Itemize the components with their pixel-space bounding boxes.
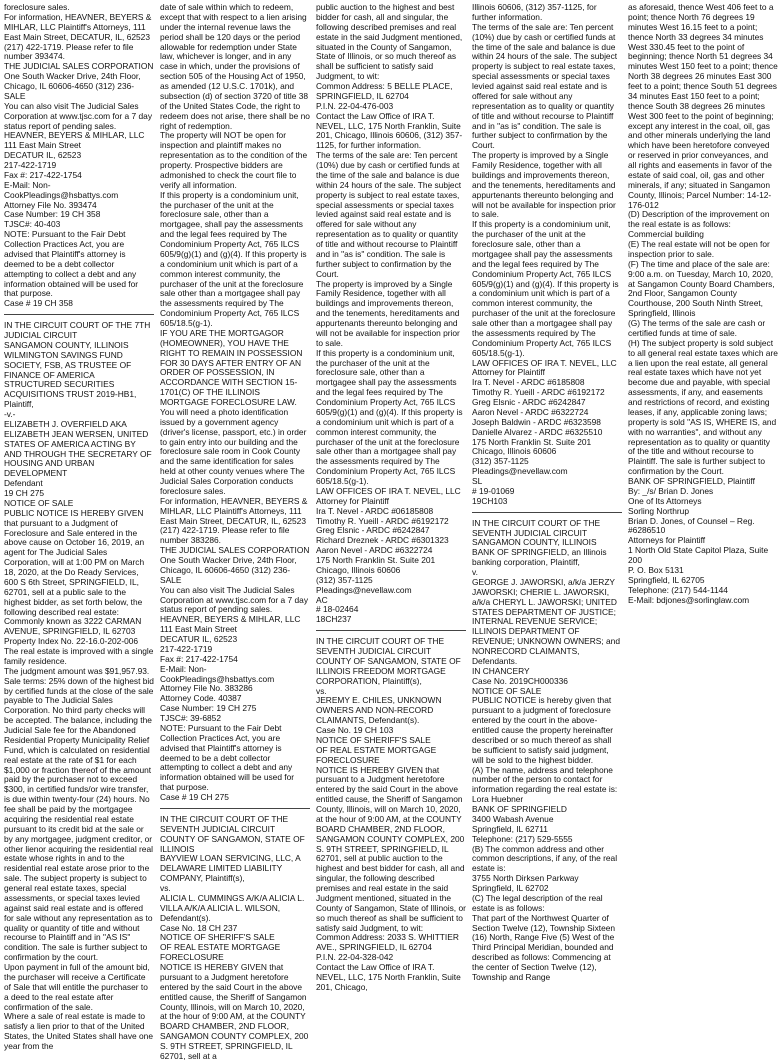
notice-paragraph: P. O. Box 5131 [628,564,684,575]
notice-paragraph: E-Mail: Non-CookPleadings@hsbattys.com [160,663,275,684]
notice-paragraph: (312) 357-1125 [472,456,529,467]
notice-paragraph: # 18-02464 [316,604,359,615]
notice-paragraph: ELIZABETH J. OVERFIELD AKA ELIZABETH JEAN WERSEN, UNITED STATES OF AMERICA ACTING BY AND THROUGH THE SECRETARY OF HOUSING AND URBAN DEVELOPMENT [4,418,154,479]
notice-paragraph: The property is improved by a Single Family Residence, together with all buildings and improvements thereon, and the tenements, hereditaments and appurtenants thereunto belonging and will not be available for inspection prior to sale. [316,278,463,348]
notice-paragraph: IF YOU ARE THE MORTGAGOR (HOMEOWNER), YOU HAVE THE RIGHT TO REMAIN IN POSSESSION FOR 30 DAYS AFTER ENTRY OF AN ORDER OF POSSESSION, IN ACCORDANCE WITH SECTION 15-1701(C) OF THE ILLINOIS MORTGAGE FORECLOSURE LAW. [160,327,305,407]
notice-paragraph: DECATUR IL, 62523 [4,150,82,161]
notice-paragraph: Attorney for Plaintiff [472,367,545,378]
notice-divider [160,808,310,809]
notice-paragraph: Commonly known as 3222 CARMAN AVENUE, SPRINGFIELD, IL 62703 [4,616,144,637]
notice-paragraph: AC [316,594,328,605]
notice-paragraph: The terms of the sale are: Ten percent (10%) due by cash or certified funds at the time of the sale and balance is due within 24 hours of the sale. The subject property is subject to real estate taxes, special assessments or special taxes levied against said real estate and is offered for sale without any representation as to quality or quantity of title and without recourse to Plaintiff and in "as is" condition. The sale is further subject to confirmation by the Court. [316,150,464,279]
notice-paragraph: Lora Huebner [472,794,524,805]
notice-paragraph: 19CH103 [472,495,508,506]
notice-paragraph: The terms of the sale are: Ten percent (10%) due by cash or certified funds at the time of the sale and balance is due within 24 hours of the sale. The subject property is subject to real estate taxes, special assessments or special taxes levied against said real estate and is offered for sale without any representation as to quality or quantity of title and without recourse to Plaintiff and in "as is" condition. The sale is further subject to confirmation by the Court. [472,21,620,151]
notice-paragraph: # 19-01069 [472,485,515,496]
notice-paragraph: The real estate is improved with a single family residence. [4,646,156,666]
notice-paragraph: Upon payment in full of the amount bid, the purchaser will receive a Certificate of Sale that will entitle the purchaser to a deed to the real estate after confirmation of the sale. [4,962,153,1012]
notice-paragraph: Aaron Nevel - ARDC #6322724 [316,545,433,556]
notice-paragraph: Common Address: 5 BELLE PLACE, SPRINGFIELD, IL 62704 [316,81,455,101]
notice-paragraph: Case No. 18 CH 237 [160,922,238,933]
notice-paragraph: (D) Description of the improvement on the real estate is as follows: [628,209,772,230]
notice-paragraph: date of sale within which to redeem, except that with respect to a lien arising under the internal revenue laws the period shall be 120 days or the period allowable for redemption under State law, whichever is longer, and in any case in which, under the provisions of section 505 of the Housing Act of 1950, as amended (12 U.S.C. 1701k), and subsection (d) of section 3720 of title 38 of the United States Code, the right to redeem does not arise, there shall be no right of redemption. [160,2,313,131]
notice-paragraph: Pleadings@nevellaw.com [472,466,568,477]
notice-paragraph: One South Wacker Drive, 24th Floor, Chicago, IL 60606-4650 (312) 236-SALE [160,555,299,585]
notice-paragraph: Danielle Alvarez - ARDC #6325510 [472,426,603,437]
notice-paragraph: HEAVNER, BEYERS & MIHLAR, LLC [4,130,145,141]
notice-paragraph: Springfield, IL 62705 [628,574,705,585]
notice-paragraph: Case Number: 19 CH 275 [160,703,257,714]
notice-paragraph: One of Its Attorneys [628,495,702,506]
legal-notice [472,519,622,983]
notice-paragraph: If this property is a condominium unit, the purchaser of the unit at the foreclosure sale, other than a mortgagee, shall pay the assessments and the legal fees required by The Condominium Property Act, 765 ILCS 605/9(g)(1) and (g)(4). If this property is a condominium unit which is part of a common interest community, the purchaser of the unit at the foreclosure sale other than a mortgagee shall pay the assessments required by The Condominium Property Act, 765 ILCS 605/18.5(g-1). [160,189,309,328]
notice-paragraph: JEREMY E. CHILES, UNKNOWN OWNERS AND NON-RECORD CLAIMANTS, Defendant(s). [316,695,444,726]
notice-column-4 [472,2,623,982]
notice-paragraph: THE JUDICIAL SALES CORPORATION [4,61,154,72]
notice-paragraph: (F) The time and place of the sale are: 9:00 a.m. on Tuesday, March 10, 2020, at Sangamon County Board Chambers, 2nd Floor, Sangamon County Courthouse, 200 South Ninth Street, Springfield, Illinois [628,258,777,319]
legal-notice [316,636,469,993]
notice-column-2 [160,2,313,1061]
notice-paragraph: You will need a photo identification issued by a government agency (driver's license, passport, etc.) in order to gain entry into our building and the foreclosure sale room in Cook County and the same identification for sales held at other county venues where The Judicial Sales Corporation conducts foreclosure sales. [160,406,309,496]
notice-paragraph: SL [472,476,483,486]
notice-paragraph: Fax #: 217-422-1754 [4,169,82,180]
notice-paragraph: P.I.N. 22-04-328-042 [316,952,394,963]
notice-paragraph: Greg Elsnic - ARDC #6242847 [316,525,430,536]
notice-paragraph: COUNTY OF SANGAMON, STATE OF ILLINOIS FREEDOM MORTGAGE CORPORATION, Plaintiff(s), [316,655,464,686]
notice-paragraph: Brian D. Jones, of Counsel – Reg. #6286510 [628,515,757,536]
notice-paragraph: Sorling Northrup [628,505,689,516]
notice-paragraph: The property will NOT be open for inspection and plaintiff makes no representation as to the condition of the property. Prospective bidders are admonished to check the court file to verify all information. [160,130,310,190]
notice-divider [472,512,622,513]
notice-paragraph: NOTE: Pursuant to the Fair Debt Collection Practices Act, you are advised that Plaintiff's attorney is deemed to be a debt collector attempting to collect a debt and any information obtained will be used for that purpose. [160,722,297,793]
notice-paragraph: 18CH237 [316,614,352,625]
notice-paragraph: Greg Elsnic - ARDC #6242847 [472,397,586,407]
notice-paragraph: BANK OF SPRINGFIELD, Plaintiff [628,476,755,486]
notice-paragraph: GEORGE J. JAWORSKI, a/k/a JERZY JAWORSKI; CHERIE L. JAWORSKI, a/k/a CHERYL L. JAWORSKI; UNITED STATES DEPARTMENT OF JUSTICE; [472,576,620,617]
notice-paragraph: vs. [316,685,327,696]
notice-paragraph: COUNTY OF SANGAMON, STATE OF ILLINOIS [160,833,308,854]
notice-paragraph: Commercial building [628,229,704,240]
notice-paragraph: Case No. 19 CH 103 [316,725,394,735]
notice-paragraph: The property is improved by a Single Family Residence, together with all buildings and improvements thereon, and the tenements, hereditaments and appurtenants thereunto belonging and will not be available for inspection prior to sale. [472,150,619,220]
notice-paragraph: Aaron Nevel - ARDC #6322724 [472,406,589,417]
notice-divider [4,314,154,315]
notice-paragraph: WILMINGTON SAVINGS FUND SOCIETY, FSB, AS TRUSTEE OF FINANCE OF AMERICA STRUCTURED SECURITIES ACQUISITIONS TRUST 2019-HB1, Plaintiff, [4,349,139,410]
notice-paragraph: (312) 357-1125 [316,574,373,585]
notice-paragraph: Case # 19 CH 275 [160,792,229,802]
notice-paragraph: SANGAMON COUNTY, ILLINOIS [472,537,597,548]
notice-paragraph: LAW OFFICES OF IRA T. NEVEL, LLC [472,357,617,368]
legal-notice [4,3,154,309]
notice-paragraph: as aforesaid, thence West 406 feet to a point; thence North 76 degrees 19 minutes West 16.15 feet to a point; thence North 33 degrees 34 minutes West 330.45 feet to the point of beginning; thence North 51 degrees 34 minutes West 150 feet to a point; thence North 38 degrees 26 minutes East 300 feet to a point; thence South 51 degrees 34 minutes East 150 feet to a point; thence South 38 degrees 26 minutes West 300 feet to the point of beginning; except any interest in the coal, oil, gas and other minerals underlying the land which have been heretofore conveyed or reserved in prior conveyances, and all rights and easements in favor of the estate of said coal, oil, gas and other minerals, if any; situated in Sangamon County, Illinois; Parcel Number: 14-12-176-012 [628,2,780,210]
notice-paragraph: Fax #: 217-422-1754 [160,653,238,664]
notice-paragraph: Case # 19 CH 358 [4,298,73,309]
notice-paragraph: NOTICE OF SHERIFF'S SALE [316,734,431,745]
notice-paragraph: NOTICE OF SHERIFF'S SALE [160,932,275,943]
notice-paragraph: Telephone: (217) 529-5555 [472,833,573,844]
notice-paragraph: (B) The common address and other common descriptions, if any, of the real estate is: [472,843,620,874]
notice-paragraph: Attorney for Plaintiff [316,495,389,506]
notice-paragraph: Attorney File No. 383286 [160,683,253,694]
notice-paragraph: INTERNAL REVENUE SERVICE; ILLINOIS DEPARTMENT OF REVENUE; UNKNOWN OWNERS; and NONRECORD CLAIMANTS, Defendants. [472,616,623,666]
notice-paragraph: Case Number: 19 CH 358 [4,209,101,220]
notice-paragraph: E-Mail: bdjones@sorlinglaw.com [628,594,750,605]
notice-paragraph: Timothy R. Yueill - ARDC #6192172 [472,387,605,398]
notice-paragraph: Timothy R. Yueill - ARDC #6192172 [316,515,449,526]
notice-paragraph: IN THE CIRCUIT COURT OF THE 7TH JUDICIAL CIRCUIT [4,320,153,340]
notice-paragraph: PUBLIC NOTICE is hereby given that pursuant to a judgment of foreclosure entered by the court in the above-entitled cause the property hereinafter described or so much thereof as shall be sufficient to satisfy said judgment, will be sold to the highest bidder. [472,695,616,765]
notice-paragraph: (H) The subject property is sold subject to all general real estate taxes which are a lien upon the real estate, all general real estate taxes which have not yet become due and payable, with special assessments, if any, and easements and restrictions of record, and existing leases, if any, applicable zoning laws; property is sold "AS IS, WHERE IS, and with no warranties", and without any representation as to quality or quantity of the title and without recourse to Plaintiff. The sale is further subject to confirmation by the Court. [628,337,778,477]
notice-paragraph: 19 CH 275 [4,488,45,498]
notice-paragraph: Chicago, Illinois 60606 [472,446,557,457]
notice-paragraph: ALICIA L. CUMMINGS A/K/A ALICIA L. VILLA A/K/A ALICIA L. WILSON, Defendant(s). [160,892,307,923]
notice-paragraph: OF REAL ESTATE MORTGAGE FORECLOSURE [160,942,283,963]
notice-paragraph: v. [472,567,478,577]
notice-paragraph: NOTICE IS HEREBY GIVEN that pursuant to a Judgment heretofore entered by the said Court in the above entitled cause, the Sheriff of Sangamon County, Illinois, will on March 10, 2020, at the hour of 9:00 AM, at the COUNTY BOARD CHAMBER, 2ND FLOOR, SANGAMON COUNTY COMPLEX, 200 S. 9TH STREET, SPRINGFIELD, IL 62701, sell at a [160,962,311,1061]
notice-paragraph: THE JUDICIAL SALES CORPORATION [160,545,310,556]
notice-divider [316,630,466,631]
notice-paragraph: (C) The legal description of the real estate is as follows: [472,892,605,913]
notice-paragraph: DECATUR IL, 62523 [160,634,238,644]
notice-paragraph: By: _/s/ Brian D. Jones [628,485,714,496]
notice-paragraph: Ira T. Nevel - ARDC #6185808 [472,377,585,388]
legal-notice [316,3,466,625]
notice-paragraph: -v.- [4,409,16,419]
notice-paragraph: Springfield, IL 62711 [472,823,548,834]
legal-notice [472,3,622,507]
notice-paragraph: For information, HEAVNER, BEYERS & MIHLAR, LLC Plaintiff's Attorneys, 111 East Main Street, DECATUR, IL, 62523 (217) 422-1719. Please refer to file number 393474. [4,11,154,62]
notice-paragraph: For information, HEAVNER, BEYERS & MIHLAR, LLC Plaintiff's Attorneys, 111 East Main Street, DECATUR, IL, 62523 (217) 422-1719. Please refer to file number 383286. [160,495,310,546]
notice-paragraph: SANGAMON COUNTY, ILLINOIS [4,339,129,350]
notice-column-5 [628,3,778,950]
notice-paragraph: Contact the Law Office of IRA T. NEVEL, LLC, 175 North Franklin, Suite 201, Chicago, [316,962,464,992]
notice-paragraph: Springfield, IL 62702 [472,883,549,893]
notice-paragraph: (E) The real estate will not be open for inspection prior to sale. [628,239,773,259]
notice-paragraph: IN CHANCERY [472,665,530,676]
notice-paragraph: E-Mail: Non-CookPleadings@hsbattys.com [4,179,119,200]
notice-paragraph: Case No. 2019CH000336 [472,675,568,686]
notice-column-1 [4,2,157,1051]
notice-paragraph: NOTICE OF SALE [472,685,542,696]
notice-paragraph: 1 North Old State Capitol Plaza, Suite 200 [628,545,771,565]
notice-paragraph: Attorney File No. 393474 [4,199,97,210]
notice-paragraph: 111 East Main Street [4,140,81,151]
notice-paragraph: NOTE: Pursuant to the Fair Debt Collection Practices Act, you are advised that Plaintiff's attorney is deemed to be a debt collector attempting to collect a debt and any information obtained will be used for that purpose. [4,229,141,299]
notice-paragraph: You can also visit The Judicial Sales Corporation at www.tjsc.com for a 7 day status report of pending sales. [160,584,311,615]
notice-paragraph: (G) The terms of the sale are cash or certified funds at time of sale. [628,318,768,338]
legal-notice [160,815,310,1062]
notice-paragraph: IN THE CIRCUIT COURT OF THE SEVENTH JUDICIAL CIRCUIT [160,813,291,834]
notice-paragraph: HEAVNER, BEYERS & MIHLAR, LLC [160,614,301,625]
legal-notice [628,3,778,605]
notice-paragraph: The judgment amount was $91,957.93. [4,665,150,676]
notice-paragraph: 3755 North Dirksen Parkway [472,873,579,884]
notice-paragraph: Pleadings@nevellaw.com [316,584,412,595]
notice-paragraph: OF REAL ESTATE MORTGAGE FORECLOSURE [316,744,439,765]
notice-paragraph: BANK OF SPRINGFIELD, an Illinois banking corporation, Plaintiff, [472,547,609,568]
notice-paragraph: 175 North Franklin St. Suite 201 [472,436,592,447]
notice-paragraph: Illinois 60606, (312) 357-1125, for further information. [472,2,599,22]
notice-paragraph: Where a sale of real estate is made to satisfy a lien prior to that of the United States, the United States shall have one year from the [4,1011,156,1051]
notice-paragraph: NOTICE OF SALE [4,497,74,508]
notice-paragraph: Sale terms: 25% down of the highest bid by certified funds at the close of the sale payable to The Judicial Sales Corporation. No third party checks will be accepted. The balance, including the Judicial Sale fee for the Abandoned Residential Property Municipality Relief Fund, which is calculated on residential real estate at the rate of $1 for each $1,000 or fraction thereof of the amount paid by the purchaser not to exceed $300, in certified funds/or wire transfer, is due within twenty-four (24) hours. No fee shall be paid by the mortgagee acquiring the residential real estate pursuant to its credit bid at the sale or by any mortgagee, judgment creditor, or other lienor acquiring the residential real estate whose rights in and to the residential real estate arose prior to the sale. The subject property is subject to general real estate taxes, special assessments, or special taxes levied against said real estate and is offered for sale without any representation as to quality or quantity of title and without recourse to Plaintiff and in "AS IS" condition. The sale is further subject to confirmation by the court. [4,675,157,963]
notice-paragraph: public auction to the highest and best bidder for cash, all and singular, the following described premises and real estate in the said Judgment mentioned, situated in the County of Sangamon, State of Illinois, or so much thereof as shall be sufficient to satisfy said Judgment, to wit: [316,2,465,82]
notice-paragraph: NOTICE IS HEREBY GIVEN that pursuant to a Judgment heretofore entered by the said Court in the above entitled cause, the Sheriff of Sangamon County, Illinois, will on March 10, 2020, at the hour of 9:00 AM, at the COUNTY BOARD CHAMBER, 2ND FLOOR, SANGAMON COUNTY COMPLEX, 200 S. 9TH STREET, SPRINGFIELD, IL 62701, sell at public auction to the highest and best bidder for cash, all and singular, the following described premises and real estate in the said Judgment mentioned, situated in the County of Sangamon, State of Illinois, or so much thereof as shall be sufficient to satisfy said Judgment, to wit: [316,764,469,933]
notice-paragraph: TJSC#: 39-6852 [160,713,221,723]
notice-paragraph: If this property is a condominium unit, the purchaser of the unit at the foreclosure sale, other than a mortgagee shall pay the assessments and the legal fees required by The Condominium Property Act, 765 ILCS 605/9(g)(1) and (g)(4). If this property is a condominium unit which is part of a common interest community, the purchaser of the unit at the foreclosure sale other than a mortgagee shall pay the assessments required by The Condominium Property Act, 765 ILCS 605/18.5(g-1). [472,219,621,358]
legal-notice [160,2,313,803]
notice-paragraph: vs. [160,883,171,893]
notice-paragraph: foreclosure sales. [4,2,70,12]
notice-paragraph: 3400 Wabash Avenue [472,813,554,824]
notice-paragraph: IN THE CIRCUIT COURT OF THE SEVENTH JUDICIAL CIRCUIT [316,636,447,656]
notice-paragraph: (A) The name, address and telephone number of the person to contact for information regarding the real estate is: [472,764,618,795]
notice-paragraph: PUBLIC NOTICE IS HEREBY GIVEN that pursuant to a Judgment of Foreclosure and Sale entered in the above cause on October 16, 2019, an agent for The Judicial Sales Corporation, will at 1:00 PM on March 18, 2020, at the Do Ready Services, 600 S 6th Street, SPRINGFIELD, IL, 62701, sell at a public sale to the highest bidder, as set forth below, the following described real estate: [4,507,147,617]
notice-paragraph: Common Address: 2033 S. WHITTIER AVE., SPRINGFIELD, IL 62704 [316,932,461,953]
notice-column-3 [316,2,469,992]
notice-paragraph: Contact the Law Office of IRA T. NEVEL, LLC, 175 North Franklin, Suite 201, Chicago, Illinois 60606, (312) 357-1125, for further information. [316,110,464,151]
notice-paragraph: 217-422-1719 [4,160,57,170]
notice-paragraph: That part of the Northwest Quarter of Section Twelve (12), Township Sixteen (16) North, Range Five (5) West of the Third Principal Meridian, bounded and described as follows: Commencing at the center of Section Twelve (12), Township and Range [472,912,618,982]
notice-paragraph: Telephone: (217) 544-1144 [628,584,728,595]
notice-paragraph: You can also visit The Judicial Sales Corporation at www.tjsc.com for a 7 day status report of pending sales. [4,100,155,131]
notice-paragraph: Attorneys for Plaintiff [628,535,706,546]
notice-paragraph: Attorney Code. 40387 [160,693,242,704]
notice-paragraph: BANK OF SPRINGFIELD [472,804,567,814]
notice-paragraph: One South Wacker Drive, 24th Floor, Chicago, IL 60606-4650 (312) 236-SALE [4,71,143,101]
notice-paragraph: BAYVIEW LOAN SERVICING, LLC, A DELAWARE LIMITED LIABILITY COMPANY, Plaintiff(s), [160,853,303,884]
notice-paragraph: If this property is a condominium unit, the purchaser of the unit at the foreclosure sale, other than a mortgagee shall pay the assessments and the legal fees required by The Condominium Property Act, 765 ILCS 605/9(g)(1) and (g)(4). If this property is a condominium unit which is part of a common interest community, the purchaser of the unit at the foreclosure sale other than a mortgagee shall pay the assessments required by The Condominium Property Act, 765 ILCS 605/18.5(g-1). [316,347,465,486]
notice-paragraph: P.I.N. 22-04-476-003 [316,100,394,111]
notice-paragraph: 111 East Main Street [160,624,237,635]
notice-paragraph: Richard Dreznek - ARDC #6301323 [316,535,449,546]
notice-paragraph: Property Index No. 22-16.0-202-006 [4,636,139,647]
legal-notice [4,320,157,1052]
notice-paragraph: Defendant [4,478,43,489]
notice-paragraph: IN THE CIRCUIT COURT OF THE SEVENTH JUDICIAL CIRCUIT [472,517,603,538]
notice-paragraph: Chicago, Illinois 60606 [316,564,401,575]
notice-paragraph: 175 North Franklin St. Suite 201 [316,555,436,565]
notice-paragraph: TJSC#: 40-403 [4,219,61,230]
notice-paragraph: Joseph Baldwin - ARDC #6323598 [472,416,601,427]
notice-paragraph: 217-422-1719 [160,643,213,654]
notice-paragraph: Ira T. Nevel - ARDC #06185808 [316,505,434,516]
notice-paragraph: LAW OFFICES OF IRA T. NEVEL, LLC [316,485,461,496]
